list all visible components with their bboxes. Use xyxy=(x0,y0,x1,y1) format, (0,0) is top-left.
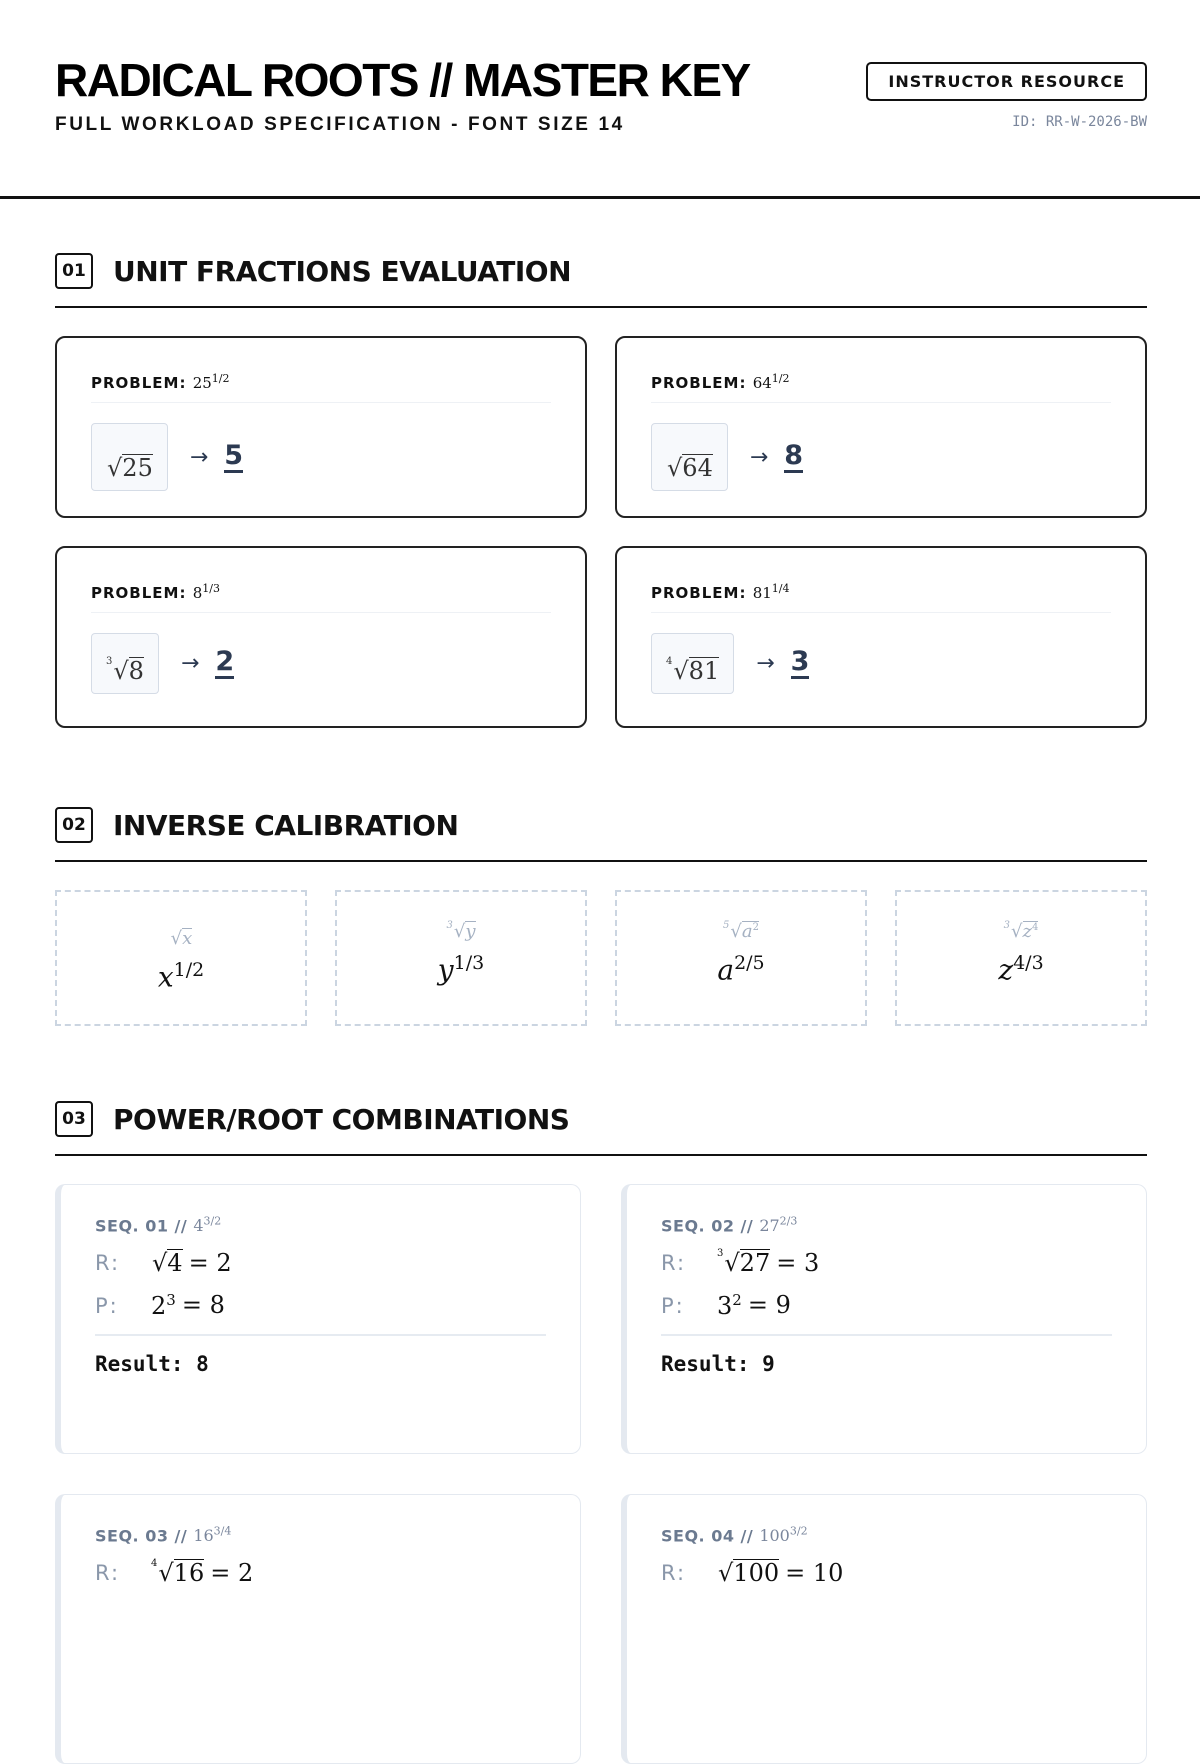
sequence-label: SEQ. $01 // 4^{3/2}$ xyxy=(95,1215,222,1236)
radicand: 100 xyxy=(733,1559,780,1588)
radical-form xyxy=(446,912,475,942)
radical-form xyxy=(723,912,759,942)
radical-sign: √ xyxy=(1011,921,1023,942)
radicand: $a^2$ xyxy=(741,921,759,942)
radical-sign: √ xyxy=(673,657,689,685)
radical-index: 3 xyxy=(106,656,113,667)
problem-expression: $81^{1/4}$ xyxy=(752,582,790,602)
problem-expression: $25^{1/2}$ xyxy=(192,372,230,392)
answer: 8 xyxy=(784,439,804,471)
problem-card xyxy=(55,336,587,518)
radical xyxy=(106,657,144,685)
section-number: 02 xyxy=(55,807,93,843)
power-step: P: $2^3$ = 8 xyxy=(95,1291,225,1321)
radical xyxy=(666,454,713,482)
radicand: $z^4$ xyxy=(1022,921,1039,942)
radical-sign: √ xyxy=(170,928,183,949)
section-header xyxy=(55,252,1147,308)
radicand: 81 xyxy=(688,657,720,685)
section-number: 03 xyxy=(55,1101,93,1137)
radical xyxy=(1004,921,1039,942)
arrow-right-icon: → xyxy=(749,444,769,470)
radical-index: 4 xyxy=(666,656,673,667)
radical xyxy=(723,921,759,942)
sequence-card xyxy=(621,1184,1147,1454)
exponent-form: $x^{1/2}$ xyxy=(157,959,205,994)
problem-label: PROBLEM: $25^{1/2}$ xyxy=(91,372,551,403)
radical xyxy=(717,1249,770,1277)
radical xyxy=(717,1559,779,1587)
radicand: 8 xyxy=(128,657,144,685)
page-subtitle: FULL WORKLOAD SPECIFICATION - FONT SIZE 14 xyxy=(55,114,625,135)
header-divider xyxy=(0,196,1200,199)
radical xyxy=(446,921,475,942)
radical-form xyxy=(651,423,728,491)
page-title: RADICAL ROOTS // MASTER KEY xyxy=(55,54,750,106)
radical xyxy=(106,454,153,482)
answer: 5 xyxy=(224,439,244,471)
calibration-item xyxy=(895,890,1147,1026)
section-title: UNIT FRACTIONS EVALUATION xyxy=(113,254,572,288)
result: Result: 9 xyxy=(661,1352,775,1377)
radicand: x xyxy=(182,928,193,949)
section-inverse-calibration xyxy=(55,806,1147,1026)
root-step: R: √ 100 = 10 xyxy=(661,1559,844,1588)
radicand: 25 xyxy=(122,454,153,482)
radical-sign: √ xyxy=(107,454,123,482)
sequence-card xyxy=(621,1494,1147,1764)
calibration-item xyxy=(55,890,307,1026)
sequence-label: SEQ. $04 // 100^{3/2}$ xyxy=(661,1525,808,1546)
radical xyxy=(170,928,193,949)
root-step: R: 3 √ 27 = 3 xyxy=(661,1248,820,1278)
section-power-root-combinations xyxy=(55,1100,1147,1764)
section-number: 01 xyxy=(55,253,93,289)
radical-form xyxy=(170,912,193,949)
radicand: 16 xyxy=(173,1559,205,1588)
section-title: POWER/ROOT COMBINATIONS xyxy=(113,1102,570,1136)
arrow-right-icon: → xyxy=(180,651,200,676)
radical xyxy=(151,1249,183,1277)
section-title: INVERSE CALIBRATION xyxy=(113,808,459,842)
problem-expression: $64^{1/2}$ xyxy=(752,372,790,392)
radical-sign: √ xyxy=(152,1249,168,1278)
radical-form xyxy=(91,423,168,491)
problem-card xyxy=(615,546,1147,728)
radical-sign: √ xyxy=(667,454,683,482)
radical-sign: √ xyxy=(453,921,466,942)
radical-index: 3 xyxy=(446,920,453,931)
problem-expression: $8^{1/3}$ xyxy=(192,582,220,602)
radical-index: 3 xyxy=(1003,920,1011,931)
radical-index: 5 xyxy=(723,920,730,931)
radical-sign: √ xyxy=(730,921,742,942)
page-header xyxy=(55,52,1147,142)
document-id: ID: RR-W-2026-BW xyxy=(1012,114,1147,130)
radical xyxy=(666,657,719,685)
section-header xyxy=(55,1100,1147,1156)
sequence-label: SEQ. $03 // 16^{3/4}$ xyxy=(95,1525,232,1546)
sequence-card xyxy=(55,1184,581,1454)
radical-sign: √ xyxy=(724,1249,740,1278)
radical-sign: √ xyxy=(158,1559,174,1588)
exponent-form: $z^{4/3}$ xyxy=(998,952,1044,987)
radical xyxy=(151,1559,204,1587)
root-step: R: 4 √ 16 = 2 xyxy=(95,1558,254,1588)
radicand: 64 xyxy=(682,454,713,482)
sequence-label: SEQ. $02 // 27^{2/3}$ xyxy=(661,1215,798,1236)
arrow-right-icon: → xyxy=(189,444,209,470)
problem-label: PROBLEM: $81^{1/4}$ xyxy=(651,582,1111,613)
calibration-item xyxy=(335,890,587,1026)
problem-label: PROBLEM: $8^{1/3}$ xyxy=(91,582,551,613)
radical-form xyxy=(1004,912,1039,942)
instructor-resource-badge: INSTRUCTOR RESOURCE xyxy=(866,62,1147,101)
exponent-form: $y^{1/3}$ xyxy=(437,952,485,987)
power-step: P: $3^2$ = 9 xyxy=(661,1291,791,1321)
calibration-item xyxy=(615,890,867,1026)
radical-sign: √ xyxy=(113,657,129,685)
divider xyxy=(661,1334,1112,1336)
radical-index: 4 xyxy=(151,1558,158,1570)
radicand: y xyxy=(465,921,476,942)
radicand: 27 xyxy=(739,1249,771,1278)
problem-card xyxy=(615,336,1147,518)
arrow-right-icon: → xyxy=(756,651,775,676)
section-header xyxy=(55,806,1147,862)
divider xyxy=(95,1334,546,1336)
answer: 2 xyxy=(215,646,235,677)
radicand: 4 xyxy=(167,1249,183,1278)
problem-label: PROBLEM: $64^{1/2}$ xyxy=(651,372,1111,403)
radical-sign: √ xyxy=(718,1559,734,1588)
radical-form xyxy=(91,633,159,694)
sequence-card xyxy=(55,1494,581,1764)
exponent-form: $a^{2/5}$ xyxy=(717,952,765,987)
radical-index: 3 xyxy=(717,1248,724,1260)
root-step: R: √ 4 = 2 xyxy=(95,1249,232,1278)
answer: 3 xyxy=(790,646,810,677)
result: Result: 8 xyxy=(95,1352,209,1377)
section-unit-fractions xyxy=(55,252,1147,728)
problem-card xyxy=(55,546,587,728)
radical-form xyxy=(651,633,734,694)
